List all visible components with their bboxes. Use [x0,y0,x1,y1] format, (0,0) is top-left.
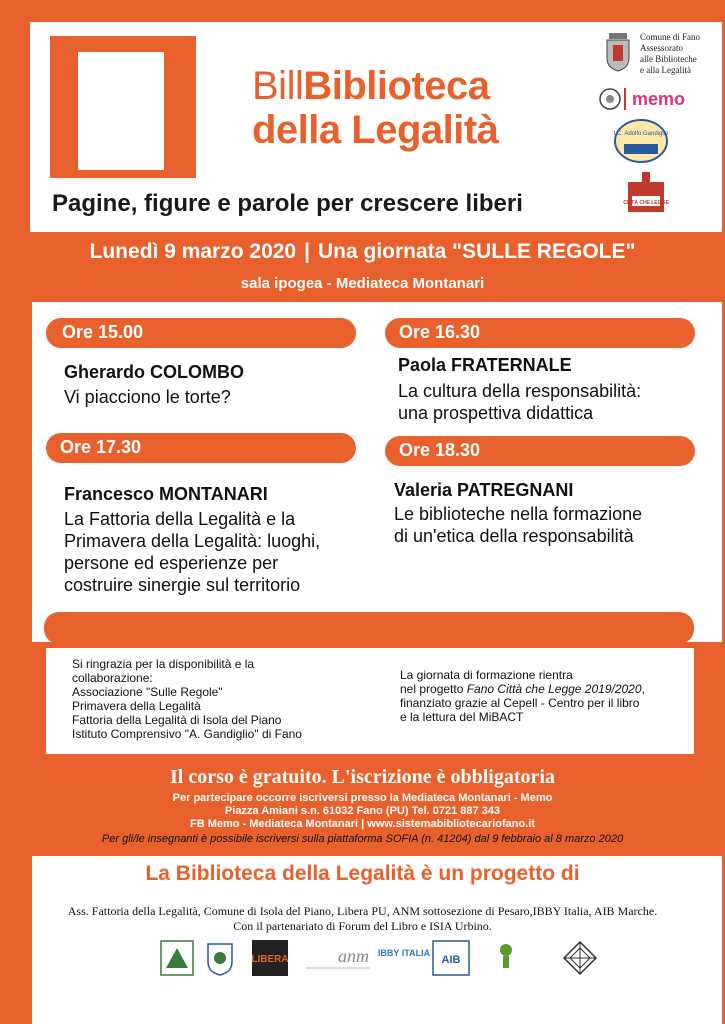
talk-line: La cultura della responsabilità: [398,381,642,401]
talk-line: La Fattoria della Legalità e la [64,509,296,529]
project-suffix: , [641,682,645,696]
partners-text [0,904,725,934]
project-text [400,668,645,724]
citta-logo-text: CITTÀ CHE LEGGE [623,200,669,206]
session-time: Ore 17.30 [46,433,356,463]
session-speaker: Valeria PATREGNANI [394,480,574,500]
comune-line: alle Biblioteche [640,54,697,64]
isia-urbino-logo-icon [562,940,598,976]
divider-bar [44,612,694,644]
anm-logo-icon [302,940,374,976]
session-time: Ore 15.00 [46,318,356,348]
title-light: Bill [252,64,304,108]
gandiglio-logo-text: I.C. Adolfo Gandiglio [613,131,669,137]
bill-logo-inner [78,52,164,170]
memo-logo-icon [598,86,710,112]
talk-line: Primavera della Legalità: luoghi, [64,531,321,551]
thanks-line: Associazione "Sulle Regole" [72,685,223,699]
ibby-italia-logo-icon [377,940,431,976]
gandiglio-logo-icon [614,118,668,164]
thanks-line: Istituto Comprensivo "A. Gandiglio" di Fano [72,727,302,741]
thanks-line: collaborazione: [72,671,153,685]
event-date: Lunedì 9 marzo 2020 [89,240,297,263]
event-theme: Una giornata "SULLE REGOLE" [318,240,636,263]
talk-line: di un'etica della responsabilità [394,526,634,546]
partners-line: Ass. Fattoria della Legalità, Comune di Isola del Piano, Libera PU, ANM sottosezione di Pesaro,IBBY Italia, AIB Marche. [67,904,658,918]
session-talk [394,503,642,547]
isola-del-piano-crest-icon [205,940,235,976]
course-info-line: FB Memo - Mediateca Montanari | www.sistemabibliotecariofano.it [190,818,535,830]
session-talk [398,380,641,424]
partners-line: Con il partenariato di Forum del Libro e ISIA Urbino. [233,919,492,933]
course-title: Il corso è gratuito. L'iscrizione è obbligatoria [170,766,555,788]
talk-line: persone ed esperienze per [64,553,279,573]
session-talk [64,386,231,408]
project-line: La giornata di formazione rientra [400,668,573,682]
forum-del-libro-logo-icon [486,940,526,976]
talk-line: costruire sinergie sul territorio [64,575,301,595]
event-date-line [0,240,725,264]
course-info-line: Piazza Amiani s.n. 61032 Fano (PU) Tel. 0721 887 343 [224,805,501,817]
thanks-line: Si ringrazia per la disponibilità e la [72,657,255,671]
page-subtitle: Pagine, figure e parole per crescere liberi [52,190,523,217]
aib-logo-icon [432,940,470,976]
comune-text [640,32,700,76]
libera-logo-text: LIBERA [251,954,289,965]
memo-logo-text: memo [632,89,686,109]
page-title [252,64,490,109]
project-name: Fano Città che Legge 2019/2020 [466,682,642,696]
session-speaker: Paola FRATERNALE [398,355,572,375]
event-venue: sala ipogea - Mediateca Montanari [240,275,485,292]
talk-line: una prospettiva didattica [398,403,594,423]
title-bold: Biblioteca [303,64,490,108]
session-speaker: Gherardo COLOMBO [64,362,245,382]
footer-title: La Biblioteca della Legalità è un progetto di [145,862,580,885]
session-time: Ore 18.30 [385,436,695,466]
course-info-line: Per partecipare occorre iscriversi presso la Mediateca Montanari - Memo [172,792,553,804]
session-time: Ore 16.30 [385,318,695,348]
comune-line: e alla Legalità [640,65,691,75]
project-prefix: nel progetto [400,682,467,696]
ibby-logo-text: IBBY ITALIA [377,948,431,958]
project-line: e la lettura del MiBACT [400,710,524,724]
comune-line: Comune di Fano [640,32,700,42]
session-talk [64,508,320,596]
session-speaker: Francesco MONTANARI [64,484,268,504]
page-title-line2: della Legalità [252,108,499,152]
libera-logo-icon [252,940,288,976]
course-info [0,792,725,831]
talk-line: Vi piacciono le torte? [64,387,231,407]
thanks-text [72,657,302,741]
thanks-line: Primavera della Legalità [72,699,201,713]
comune-line: Assessorato [640,43,683,53]
project-line [400,682,645,696]
comune-crest-icon [603,32,633,72]
citta-che-legge-logo-icon [624,170,668,214]
course-note: Per gli/le insegnanti è possibile iscriversi sulla piattaforma SOFIA (n. 41204) dal 9 febbraio al 8 marzo 2020 [101,833,624,845]
event-separator: | [304,240,310,263]
aib-logo-text: AIB [441,954,461,966]
talk-line: Le biblioteche nella formazione [394,504,643,524]
project-line: finanziato grazie al Cepell - Centro per il libro [400,696,640,710]
anm-logo-text: anm [338,946,369,966]
thanks-line: Fattoria della Legalità di Isola del Piano [72,713,282,727]
fattoria-legalita-logo-icon [160,940,194,976]
